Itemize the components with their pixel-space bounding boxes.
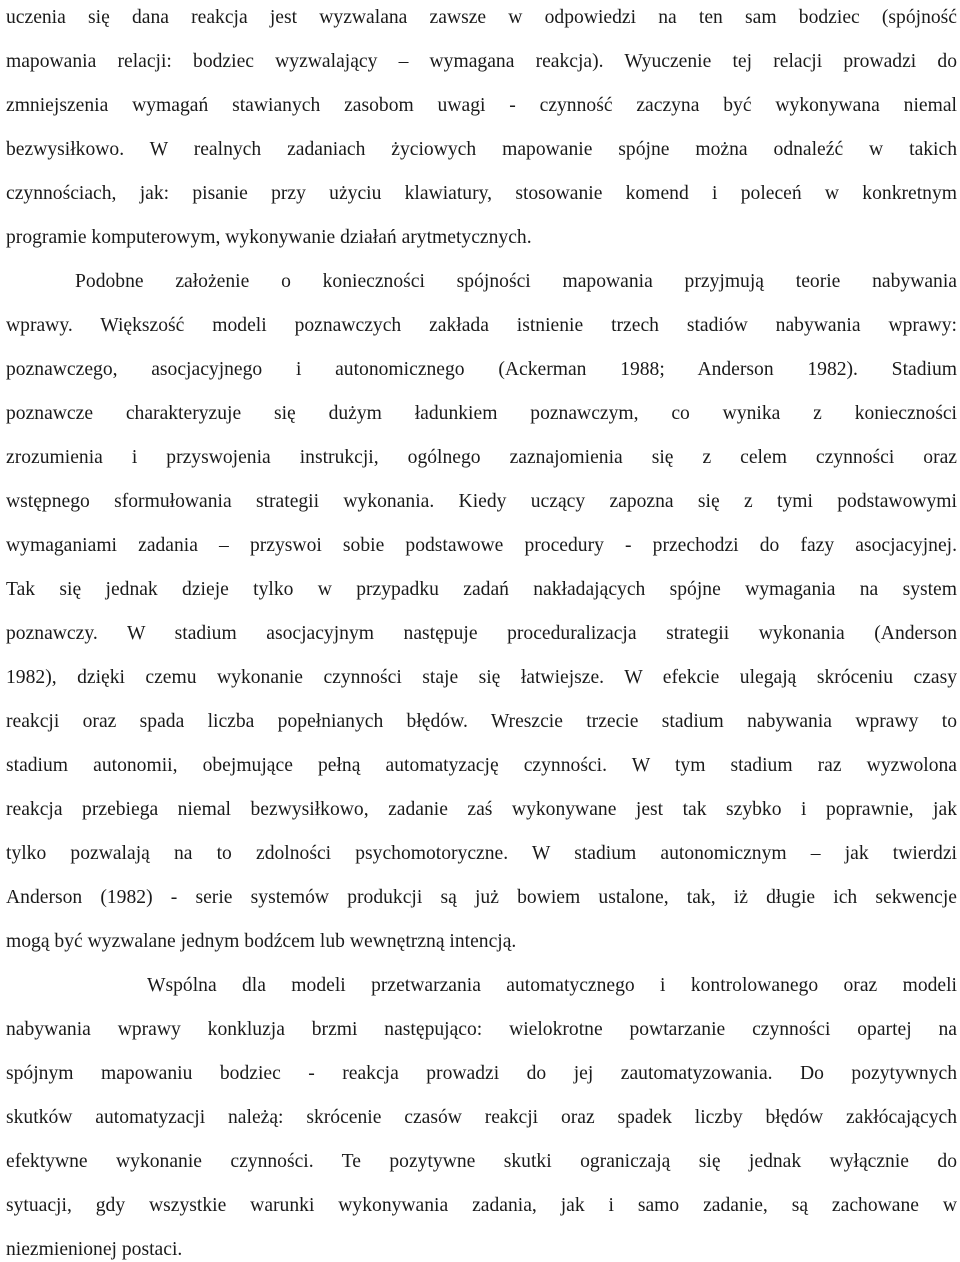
text-line: 1982), dzięki czemu wykonanie czynności staje się łatwiejsze. W efekcie ulegają skróceniu czasy	[6, 667, 957, 688]
text-line: spójnym mapowaniu bodziec - reakcja prowadzi do jej zautomatyzowania. Do pozytywnych	[6, 1063, 957, 1084]
text-line: mapowania relacji: bodziec wyzwalający – wymagana reakcja). Wyuczenie tej relacji prowadzi do	[6, 51, 957, 72]
text-line: stadium autonomii, obejmujące pełną automatyzację czynności. W tym stadium raz wyzwolona	[6, 755, 957, 776]
text-line: czynnościach, jak: pisanie przy użyciu klawiatury, stosowanie komend i poleceń w konkretnym	[6, 183, 957, 204]
text-line: reakcja przebiega niemal bezwysiłkowo, zadanie zaś wykonywane jest tak szybko i poprawnie, jak	[6, 799, 957, 820]
text-line: sytuacji, gdy wszystkie warunki wykonywania zadania, jak i samo zadanie, są zachowane w	[6, 1195, 957, 1216]
text-line: wstępnego sformułowania strategii wykonania. Kiedy uczący zapozna się z tymi podstawowymi	[6, 491, 957, 512]
text-line: reakcji oraz spada liczba popełnianych błędów. Wreszcie trzecie stadium nabywania wprawy to	[6, 711, 957, 732]
text-line: zmniejszenia wymagań stawianych zasobom uwagi - czynność zaczyna być wykonywana niemal	[6, 95, 957, 116]
text-line: efektywne wykonanie czynności. Te pozytywne skutki ograniczają się jednak wyłącznie do	[6, 1151, 957, 1172]
text-line: programie komputerowym, wykonywanie działań arytmetycznych.	[6, 227, 532, 248]
text-line: poznawcze charakteryzuje się dużym ładunkiem poznawczym, co wynika z konieczności	[6, 403, 957, 424]
text-line: tylko pozwalają na to zdolności psychomotoryczne. W stadium autonomicznym – jak twierdzi	[6, 843, 957, 864]
text-line: wymaganiami zadania – przyswoi sobie podstawowe procedury - przechodzi do fazy asocjacyjnej.	[6, 535, 957, 556]
text-line: poznawczego, asocjacyjnego i autonomicznego (Ackerman 1988; Anderson 1982). Stadium	[6, 359, 957, 380]
text-line: Tak się jednak dzieje tylko w przypadku zadań nakładających spójne wymagania na system	[6, 579, 957, 600]
text-line: mogą być wyzwalane jednym bodźcem lub wewnętrzną intencją.	[6, 931, 517, 952]
text-line: zrozumienia i przyswojenia instrukcji, ogólnego zaznajomienia się z celem czynności oraz	[6, 447, 957, 468]
text-line: bezwysiłkowo. W realnych zadaniach życiowych mapowanie spójne można odnaleźć w takich	[6, 139, 957, 160]
text-line: poznawczy. W stadium asocjacyjnym następuje proceduralizacja strategii wykonania (Anderson	[6, 623, 957, 644]
paragraph-first-line: Podobne założenie o konieczności spójności mapowania przyjmują teorie nabywania	[75, 271, 957, 292]
text-line: niezmienionej postaci.	[6, 1239, 183, 1260]
text-line: wprawy. Większość modeli poznawczych zakłada istnienie trzech stadiów nabywania wprawy:	[6, 315, 957, 336]
text-line: uczenia się dana reakcja jest wyzwalana zawsze w odpowiedzi na ten sam bodziec (spójność	[6, 7, 957, 28]
text-line: Anderson (1982) - serie systemów produkcji są już bowiem ustalone, tak, iż długie ich sekwencje	[6, 887, 957, 908]
text-line: skutków automatyzacji należą: skrócenie czasów reakcji oraz spadek liczby błędów zakłócających	[6, 1107, 957, 1128]
text-line: nabywania wprawy konkluzja brzmi następująco: wielokrotne powtarzanie czynności opartej na	[6, 1019, 957, 1040]
paragraph-first-line: Wspólna dla modeli przetwarzania automatycznego i kontrolowanego oraz modeli	[147, 975, 957, 996]
